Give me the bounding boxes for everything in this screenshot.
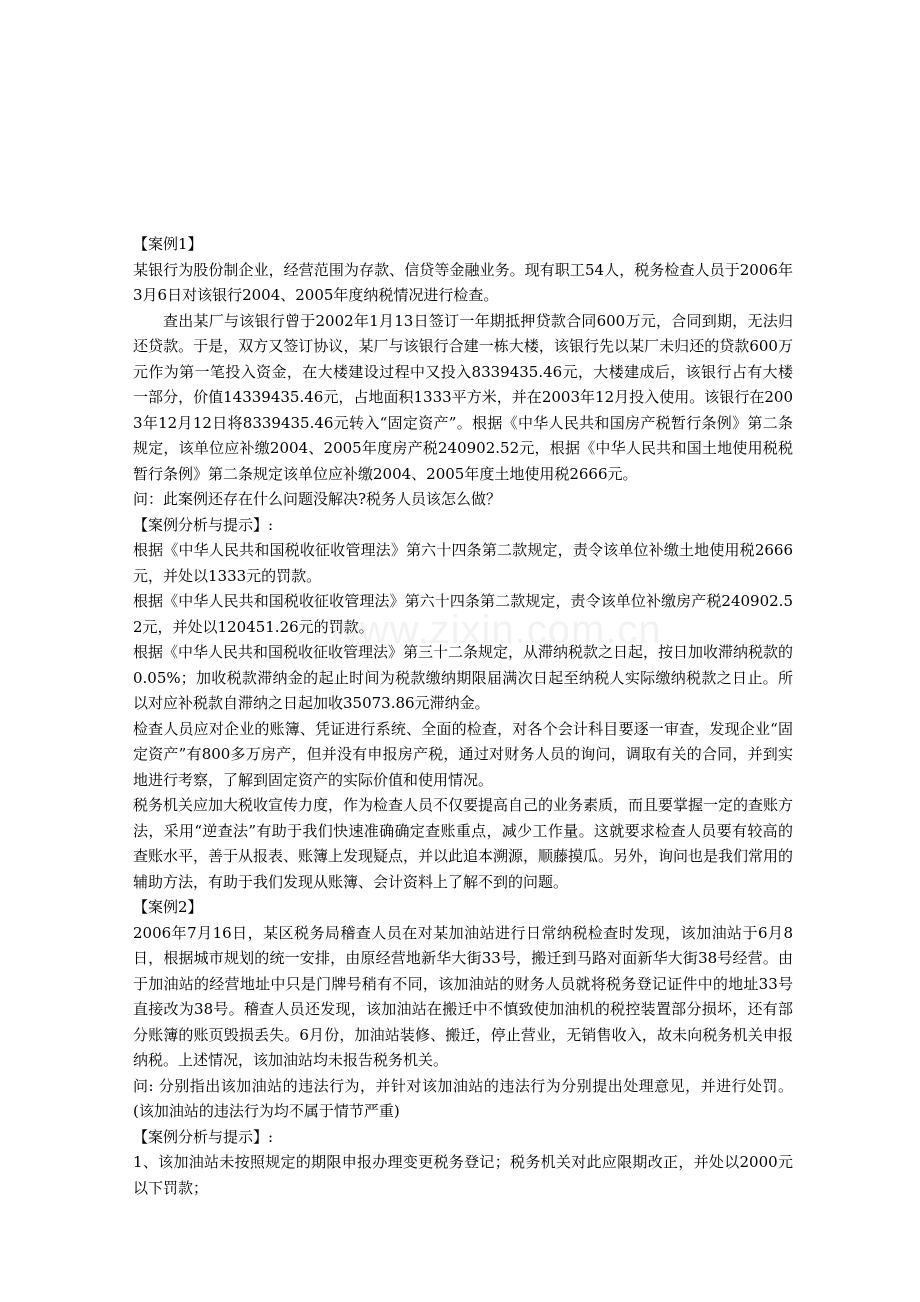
- document-body: [133, 232, 793, 1201]
- case-1-analysis-4: 检查人员应对企业的账簿、凭证进行系统、全面的检查，对各个会计科目要逐一审查，发现企业“固定资产”有800多万房产，但并没有申报房产税，通过对财务人员的询问，调取有关的合同，并到实地进行考察，了解到固定资产的实际价值和使用情况。: [133, 719, 793, 789]
- case-1-analysis-heading: 【案例分析与提示】:: [133, 515, 274, 534]
- watermark-text: www.zixin.com.cn: [330, 608, 662, 652]
- case-1-question: 问：此案例还存在什么问题没解决?税务人员该怎么做？: [133, 490, 502, 508]
- case-2-analysis-1: 1、该加油站未按照规定的期限申报办理变更税务登记；税务机关对此应限期改正，并处以2000元以下罚款；: [133, 1153, 793, 1197]
- case-1-analysis-3: 根据《中华人民共和国税收征收管理法》第三十二条规定，从滞纳税款之日起，按日加收滞纳税款的0.05%；加收税款滞纳金的起止时间为税款缴纳期限届满次日起至纳税人实际缴纳税款之日止。所以对应补税款自滞纳之日起加收35073.86元滞纳金。: [133, 643, 794, 712]
- case-2-question: 问: 分别指出该加油站的违法行为，并针对该加油站的违法行为分别提出处理意见，并进行处罚。(该加油站的违法行为均不属于情节严重): [133, 1076, 793, 1120]
- case-1-analysis-2: 根据《中华人民共和国税收征收管理法》第六十四条第二款规定，责令该单位补缴房产税240902.52元，并处以120451.26元的罚款。: [133, 592, 793, 636]
- case-1-analysis-1: 根据《中华人民共和国税收征收管理法》第六十四条第二款规定，责令该单位补缴土地使用税2666元，并处以1333元的罚款。: [133, 541, 793, 585]
- case-1-analysis-5: 税务机关应加大税收宣传力度，作为检查人员不仅要提高自己的业务素质，而且要掌握一定的查账方法，采用“逆查法”有助于我们快速准确确定查账重点，减少工作量。这就要求检查人员要有较高的查账水平，善于从报表、账簿上发现疑点，并以此追本溯源，顺藤摸瓜。另外，询问也是我们常用的辅助方法，有助于我们发现从账簿、会计资料上了解不到的问题。: [133, 796, 794, 891]
- case-2-analysis-heading: 【案例分析与提示】:: [133, 1127, 274, 1146]
- case-2-heading: 【案例2】: [133, 898, 203, 916]
- case-1-heading: 【案例1】: [133, 235, 203, 253]
- case-1-facts: 查出某厂与该银行曾于2002年1月13日签订一年期抵押贷款合同600万元，合同到期，无法归还贷款。于是，双方又签订协议，某厂与该银行合建一栋大楼，该银行先以某厂未归还的贷款600万元作为第一笔投入资金，在大楼建设过程中又投入8339435.46元，大楼建成后，该银行占有大楼一部分，价值14339435.46元，占地面积1333平方米，并在2003年12月投入使用。该银行在2003年12月12日将8339435.46元转入“固定资产”。根据《中华人民共和国房产税暂行条例》第二条规定，该单位应补缴2004、2005年度房产税240902.52元，根据《中华人民共和国土地使用税税暂行条例》第二条规定该单位应补缴2004、2005年度土地使用税2666元。: [133, 311, 793, 483]
- case-1-intro: 某银行为股份制企业，经营范围为存款、信贷等金融业务。现有职工54人，税务检查人员于2006年3月6日对该银行2004、2005年度纳税情况进行检查。: [133, 260, 793, 304]
- case-2-facts: 2006年7月16日，某区税务局稽查人员在对某加油站进行日常纳税检查时发现，该加油站于6月8日，根据城市规划的统一安排，由原经营地新华大街33号，搬迁到马路对面新华大街38号经营。由于加油站的经营地址中只是门牌号稍有不同，该加油站的财务人员就将税务登记证件中的地址33号直接改为38号。稽查人员还发现，该加油站在搬迁中不慎致使加油机的税控装置部分损坏，还有部分账簿的账页毁损丢失。6月份，加油站装修、搬迁，停止营业，无销售收入，故未向税务机关申报纳税。上述情况，该加油站均未报告税务机关。: [133, 923, 793, 1069]
